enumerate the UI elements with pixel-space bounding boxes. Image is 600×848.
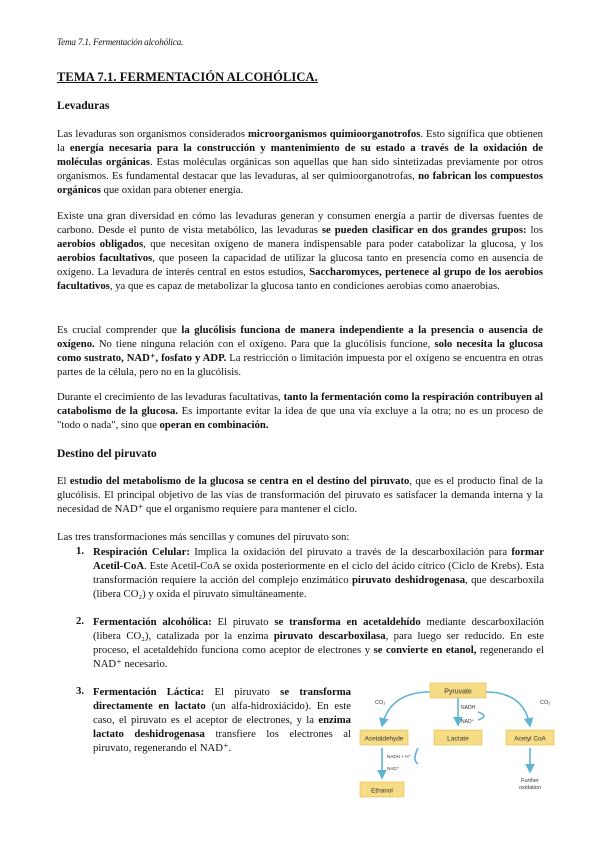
emphasis-text: piruvato deshidrogenasa: [351, 574, 466, 586]
co2-left-label: CO₂: [375, 700, 386, 706]
list-item-text: [93, 615, 544, 671]
running-header: Tema 7.1. Fermentación alcohólica.: [57, 37, 184, 47]
body-text: , para luego ser reducido. En este proceso, el acetaldehído funciona como aceptor de electrones y: [93, 630, 544, 656]
body-text: transfiere los electrones al piruvato, regenerando el NAD⁺.: [93, 728, 351, 754]
nad-small-label: NAD⁺: [387, 766, 400, 771]
ethanol-label: Ethanol: [371, 787, 393, 795]
body-text: El piruvato: [204, 686, 281, 698]
lactate-label: Lactate: [447, 735, 469, 743]
paragraph-facultative: Durante el crecimiento de las levaduras facultativas, tanto la fermentación como la respiración contribuyen al catabolismo de la glucosa. Es importante evitar la idea de que una vía excluye a la otra; no es un proceso de "todo o nada", sino que operan en combinación.: [57, 391, 543, 431]
emphasis-text: se convierte en etanol,: [373, 644, 477, 656]
paragraph-pyruvate: El estudio del metabolismo de la glucosa se centra en el destino del piruvato, que es el producto final de la glucólisis. El principal objetivo de las vías de transformación del piruvato es satisfacer la demanda interna y la necesidad de NAD⁺ que el organismo requiere para mantener el ciclo.: [57, 475, 543, 515]
co2-right-label: CO₂: [540, 700, 551, 706]
body-text: (un alfa-hidroxiácido). En este caso, el piruvato es el aceptor de electrones, y la: [93, 700, 352, 726]
list-number: 3.: [76, 685, 85, 697]
body-text: . Este Acetil-CoA se oxida posteriormente en el ciclo del ácido cítrico (Ciclo de Krebs). Esta transformación requiere la acción del complejo enzimático: [93, 560, 544, 586]
list-item-text: [93, 685, 351, 755]
emphasis-text: Fermentación alcohólica:: [93, 616, 212, 628]
oxidation-label: oxidation: [518, 785, 542, 791]
nad-label: NAD⁺: [461, 719, 475, 725]
emphasis-text: piruvato descarboxilasa: [273, 630, 386, 642]
emphasis-text: enzima lactato deshidrogenasa: [93, 714, 351, 740]
emphasis-text: se transforma directamente en lactato: [93, 686, 351, 712]
paragraph-glycolysis: Es crucial comprender que la glucólisis funciona de manera independiente a la presencia o ausencia de oxígeno. No tiene ninguna relación con el oxígeno. Para que la glucólisis funcione, solo necesita la glucosa como sustrato, NAD⁺, fosfato y ADP. La restricción o limitación impuesta por el oxígeno se encuentra en otras partes de la célula, pero no en la glucólisis.: [57, 324, 543, 378]
body-text: Implica la oxidación del piruvato a través de la descarboxilación para: [189, 546, 512, 558]
emphasis-text: se transforma en acetaldehído: [274, 616, 421, 628]
emphasis-text: formar Acetil-CoA: [93, 546, 544, 572]
pyruvate-label: Pyruvate: [444, 688, 472, 696]
further-label: Further: [521, 778, 539, 784]
emphasis-text: Respiración Celular:: [93, 546, 190, 558]
paragraph-diversity: Existe una gran diversidad en cómo las levaduras generan y consumen energía a partir de diversas fuentes de carbono. Desde el punto de vista metabólico, las levaduras se pueden clasificar en dos grandes grupos: los aerobios obligados, que necesitan oxígeno de manera indispensable para poder catabolizar la glucosa, y los aerobios facultativos, que poseen la capacidad de utilizar la glucosa tanto en presencia como en ausencia de oxígeno. La levadura de interés central en estos estudios, Saccharomyces, pertenece al grupo de los aerobios facultativos, ya que es capaz de metabolizar la glucosa tanto en condiciones aerobias como anaerobias.: [57, 210, 543, 292]
emphasis-text: Fermentación Láctica:: [93, 686, 205, 698]
body-text: El piruvato: [211, 616, 275, 628]
section-heading-destino: Destino del piruvato: [57, 448, 157, 460]
pyruvate-fate-diagram: [358, 678, 556, 818]
body-text: , que descarboxila (libera CO₂) y oxida el piruvato simultáneamente.: [93, 574, 544, 600]
paragraph-intro: Las levaduras son organismos considerados microorganismos quimioorganotrofos. Esto significa que obtienen la energía necesaria para la construcción y mantenimiento de su estado a través de la oxidación de moléculas orgánicas. Estas moléculas orgánicas son aquellas que han sido sintetizadas previamente por otros organismos. Es fundamental destacar que las levaduras, al ser quimioorganotrofas, no fabrican los compuestos orgánicos que oxidan para obtener energía.: [57, 128, 544, 196]
nadh-label: NADH: [461, 705, 476, 711]
section-heading-levaduras: Levaduras: [57, 100, 110, 112]
acetaldehyde-label: Acetaldehyde: [364, 735, 404, 743]
acetyl-coa-label: Acetyl CoA: [514, 735, 546, 743]
list-number: 2.: [76, 615, 85, 627]
body-text: regenerando el NAD⁺ necesario.: [93, 644, 544, 670]
list-number: 1.: [76, 545, 85, 557]
body-text: mediante descarboxilación (libera CO₂), catalizada por la enzima: [93, 616, 544, 642]
page-title: TEMA 7.1. FERMENTACIÓN ALCOHÓLICA.: [57, 70, 318, 84]
paragraph-list-intro: Las tres transformaciones más sencillas y comunes del piruvato son:: [57, 531, 350, 543]
nadh-small-label: NADH + H⁺: [387, 754, 411, 759]
list-item-text: [93, 545, 544, 601]
